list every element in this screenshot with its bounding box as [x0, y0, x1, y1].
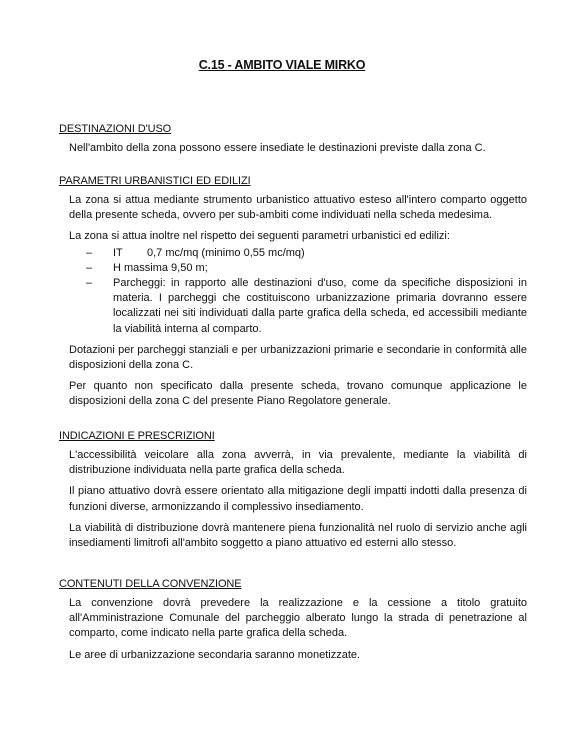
dash-bullet: – [86, 277, 93, 290]
list-item [86, 261, 527, 276]
parameter-label: IT [113, 246, 123, 259]
section-convenzione [59, 578, 527, 663]
paragraph: Dotazioni per parcheggi stanziali e per urbanizzazioni primarie e secondarie in conformità alle disposizioni della zona C. [69, 343, 527, 372]
section-heading-convenzione: CONTENUTI DELLA CONVENZIONE [59, 578, 242, 590]
parameter-value: Parcheggi: in rapporto alle destinazioni d'uso, come da specifiche disposizioni in materia. I parcheggi che costituiscono urbanizzazione primaria dovranno essere localizzati nei siti individuati dalla parte grafica della scheda, ed accessibili mediante la viabilità interna al comparto. [113, 277, 527, 335]
paragraph: La convenzione dovrà prevedere la realizzazione e la cessione a titolo gratuito all'Amministrazione Comunale del parcheggio alberato lungo la strada di penetrazione al comparto, come indicato nella parte grafica della scheda. [69, 597, 527, 640]
paragraph: Il piano attuativo dovrà essere orientato alla mitigazione degli impatti indotti dalla presenza di funzioni diverse, armonizzando il complessivo insediamento. [69, 485, 527, 513]
list-item [86, 246, 527, 261]
section-destinazioni [59, 123, 527, 156]
section-parametri [59, 175, 527, 410]
list-item [86, 276, 527, 337]
dash-bullet: – [86, 261, 93, 274]
section-heading-indicazioni: INDICAZIONI E PRESCRIZIONI [59, 430, 215, 442]
parameter-value: H massima 9,50 m; [113, 261, 208, 274]
paragraph: La viabilità di distribuzione dovrà mantenere piena funzionalità nel ruolo di servizio anche agli insediamenti limitrofi all'ambito soggetto a piano attuativo ed esterni allo stesso. [69, 521, 527, 550]
paragraph: Per quanto non specificato dalla presente scheda, trovano comunque applicazione le disposizioni della zona C del presente Piano Regolatore generale. [69, 380, 527, 408]
section-heading-destinazioni: DESTINAZIONI D'USO [59, 123, 172, 135]
paragraph: Nell'ambito della zona possono essere insediate le destinazioni previste dalla zona C. [69, 142, 486, 154]
paragraph-list-intro: La zona si attua inoltre nel rispetto dei seguenti parametri urbanistici ed edilizi: [69, 230, 450, 243]
paragraph: La zona si attua mediante strumento urbanistico attuativo esteso all'intero comparto oggetto della presente scheda, ovvero per sub-ambiti come individuati nella scheda medesima. [69, 194, 527, 222]
parameters-list [86, 246, 527, 337]
dash-bullet: – [86, 246, 93, 259]
document-title: C.15 - AMBITO VIALE MIRKO [198, 58, 366, 72]
parameter-value: 0,7 mc/mq (minimo 0,55 mc/mq) [147, 246, 305, 259]
paragraph: L'accessibilità veicolare alla zona avverrà, in via prevalente, mediante la viabilità di distribuzione individuata nella parte grafica della scheda. [69, 449, 527, 477]
paragraph: Le aree di urbanizzazione secondaria saranno monetizzate. [69, 648, 361, 661]
section-heading-parametri: PARAMETRI URBANISTICI ED EDILIZI [59, 175, 251, 187]
section-indicazioni [59, 430, 527, 551]
